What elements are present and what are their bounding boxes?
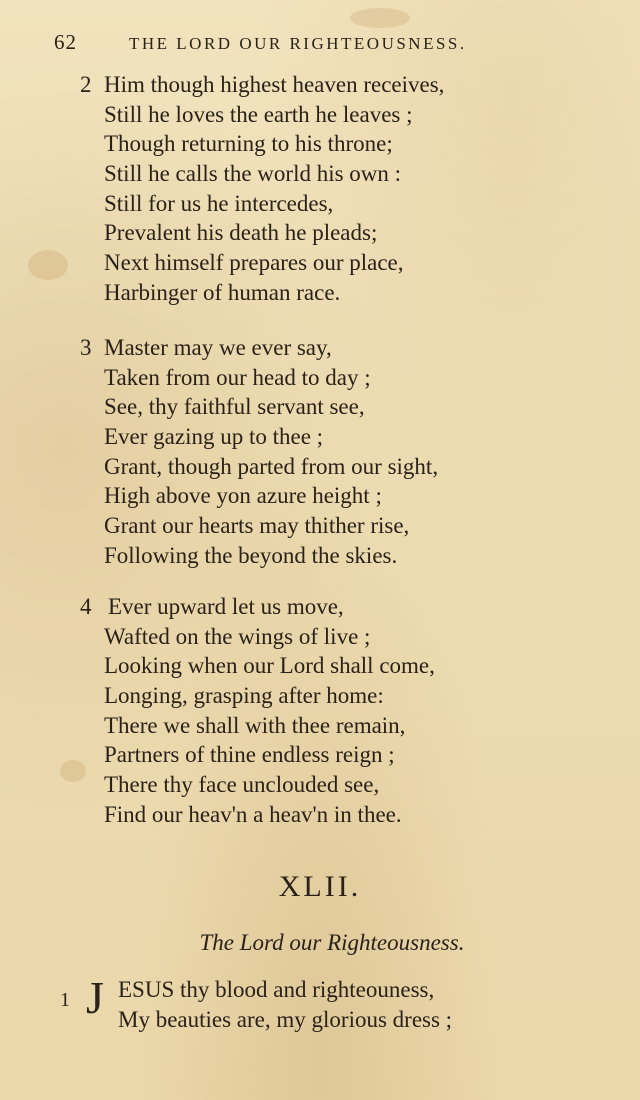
stanza-number: 4 xyxy=(80,594,92,619)
verse-line: Still he calls the world his own : xyxy=(104,161,402,187)
verse-line: Longing, grasping after home: xyxy=(104,683,384,709)
verse-line: Partners of thine endless reign ; xyxy=(104,742,395,768)
drop-cap: J xyxy=(86,972,104,1023)
page-number: 62 xyxy=(54,30,77,54)
hymn-number: XLII. xyxy=(278,870,362,903)
verse-line: Taken from our head to day ; xyxy=(104,364,371,390)
verse-line: My beauties are, my glorious dress ; xyxy=(118,1007,453,1032)
verse-line: There thy face unclouded see, xyxy=(104,772,380,798)
verse-line: Prevalent his death he pleads; xyxy=(104,220,378,246)
hymn-title: The Lord our Righteousness. xyxy=(199,930,465,955)
verse-line: Still for us he intercedes, xyxy=(104,190,334,216)
page-header xyxy=(54,30,532,60)
verse-line: Next himself prepares our place, xyxy=(104,250,404,276)
verse-line: Looking when our Lord shall come, xyxy=(104,653,435,679)
verse-line: Grant our hearts may thither rise, xyxy=(104,513,410,539)
verse-line: 2 Him though highest heaven receives, xyxy=(80,70,600,100)
verse-line: There we shall with thee remain, xyxy=(104,712,406,738)
verse-line: Wafted on the wings of live ; xyxy=(104,623,371,649)
stanza-number: 1 xyxy=(60,989,70,1011)
verse-line: Following the beyond the skies. xyxy=(104,542,398,568)
hymn-stanza-1 xyxy=(60,972,620,1035)
stanza-3 xyxy=(80,333,600,571)
stanza-number: 2 xyxy=(80,72,92,97)
verse-line: Grant, though parted from our sight, xyxy=(104,453,439,479)
stanza-number: 3 xyxy=(80,335,92,360)
verse-line: 3 Master may we ever say, xyxy=(80,333,600,363)
running-head: THE LORD OUR RIGHTEOUSNESS. xyxy=(129,34,467,53)
verse-line: Harbinger of human race. xyxy=(104,279,341,305)
verse-line: Find our heav'n a heav'n in thee. xyxy=(104,801,402,827)
verse-line: High above yon azure height ; xyxy=(104,483,382,509)
paper-stain xyxy=(28,250,68,280)
verse-line: 4 Ever upward let us move, xyxy=(80,592,600,622)
verse-line: Though returning to his throne; xyxy=(104,131,393,157)
verse-line: Ever gazing up to thee ; xyxy=(104,424,324,450)
verse-line: See, thy faithful servant see, xyxy=(104,394,365,420)
stanza-4 xyxy=(80,592,600,830)
verse-line: Still he loves the earth he leaves ; xyxy=(104,101,413,127)
stanza-2 xyxy=(80,70,600,308)
verse-line: ESUS thy blood and righteouness, xyxy=(118,977,435,1002)
paper-stain xyxy=(350,8,410,28)
